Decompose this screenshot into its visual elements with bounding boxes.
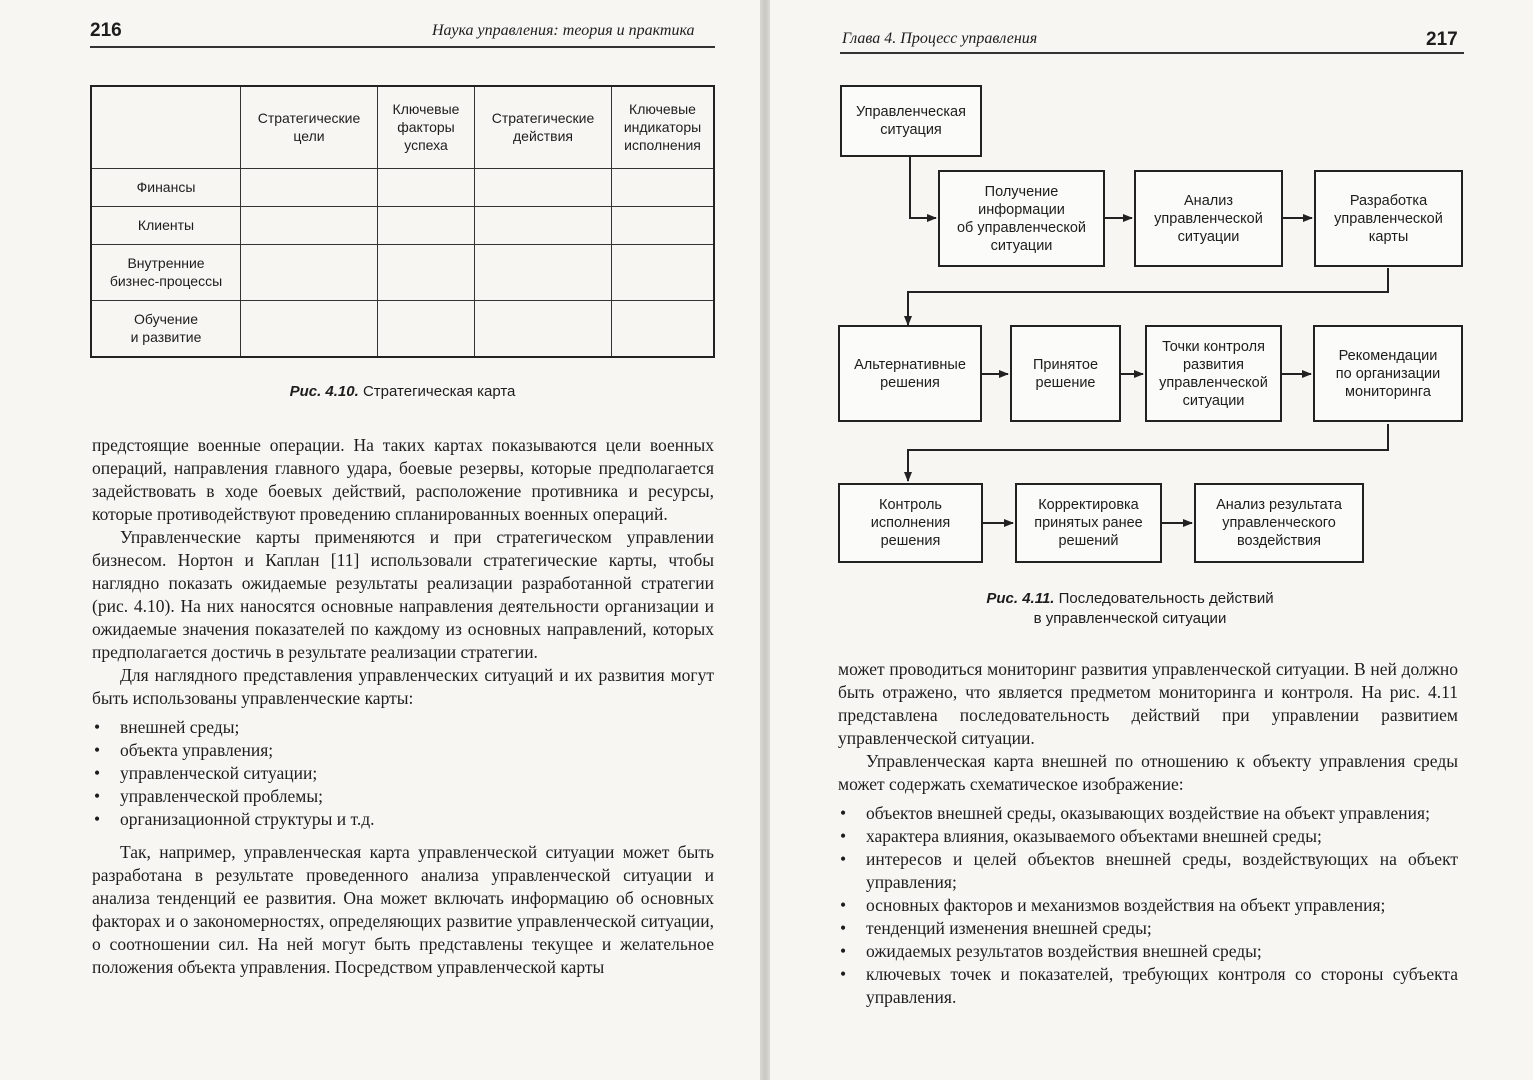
- list-item: • управленческой проблемы;: [92, 785, 714, 808]
- list-item: • организационной структуры и т.д.: [92, 808, 714, 831]
- page-number: 216: [90, 20, 122, 41]
- flowchart-step: Анализ результата управленческого воздействия: [1194, 483, 1364, 563]
- list-item: • внешней среды;: [92, 716, 714, 739]
- figure-caption: [930, 589, 1330, 629]
- table-row: [91, 206, 714, 244]
- list-item: • интересов и целей объектов внешней среды, воздействующих на объект управления;: [838, 848, 1458, 894]
- figure-label: Рис. 4.11.: [986, 590, 1055, 607]
- list-item: • объектов внешней среды, оказывающих воздействие на объект управления;: [838, 802, 1458, 825]
- bullet-list: [838, 802, 1458, 1009]
- running-head: Наука управления: теория и практика: [432, 22, 695, 39]
- table-row-label: Финансы: [91, 168, 241, 206]
- figure-label: Рис. 4.10.: [289, 383, 359, 400]
- page-number: 217: [1426, 29, 1458, 50]
- connector-arrow: [908, 268, 1388, 325]
- paragraph: Так, например, управленческая карта управленческой ситуации может быть разработана в результате проведенного анализа управленческой ситуации и анализа тенденций ее развития. Она может включать информацию об основных факторах и о закономерностях, определяющих развитие управленческой ситуации, о соотношении сил. На ней могут быть представлены текущее и желательное положения объекта управления. Посредством управленческой карты: [92, 842, 714, 977]
- flowchart-step: Корректировка принятых ранее решений: [1015, 483, 1162, 563]
- right-page: [770, 0, 1533, 1080]
- table-row-label: Внутренние бизнес-процессы: [91, 244, 241, 300]
- flowchart-step: Разработка управленческой карты: [1314, 170, 1463, 267]
- list-item: • управленческой ситуации;: [92, 762, 714, 785]
- body-text: [838, 658, 1458, 1009]
- flowchart-step: Принятое решение: [1010, 325, 1121, 422]
- flowchart-step: Альтернативные решения: [838, 325, 982, 422]
- table-header-cell: Ключевые индикаторы исполнения: [612, 86, 715, 168]
- connector-arrow: [910, 157, 936, 218]
- figure-title: Последовательность действий: [1058, 590, 1274, 607]
- strategy-map-table: [90, 85, 715, 358]
- list-item: • тенденций изменения внешней среды;: [838, 917, 1458, 940]
- table-row: [91, 168, 714, 206]
- list-item: • основных факторов и механизмов воздействия на объект управления;: [838, 894, 1458, 917]
- paragraph: предстоящие военные операции. На таких картах показываются цели военных операций, направления главного удара, боевые резервы, которые предполагается задействовать в ходе боевых действий, расположение противника и ресурсы, которые противодействуют проведению спланированных военных операций.: [92, 435, 714, 524]
- running-head: Глава 4. Процесс управления: [842, 30, 1038, 47]
- body-text: [92, 434, 714, 979]
- figure-title: Стратегическая карта: [362, 383, 516, 400]
- figure-caption: [90, 383, 715, 400]
- paragraph: Управленческая карта внешней по отношению к объекту управления среды может содержать схематическое изображение:: [838, 751, 1458, 794]
- list-item: • ожидаемых результатов воздействия внешней среды;: [838, 940, 1458, 963]
- list-item: • ключевых точек и показателей, требующих контроля со стороны субъекта управления.: [838, 963, 1458, 1009]
- book-gutter: [760, 0, 770, 1080]
- paragraph: Управленческие карты применяются и при стратегическом управлении бизнесом. Нортон и Каплан [11] использовали стратегические карты, чтобы наглядно показать ожидаемые результаты реализации разработанной стратегии (рис. 4.10). На них наносятся основные направления деятельности организации и ожидаемые значения показателей по каждому из основных направлений, которых предполагается достичь в результате реализации стратегии.: [92, 527, 714, 662]
- bullet-list: [92, 716, 714, 831]
- paragraph: Для наглядного представления управленческих ситуаций и их развития могут быть использованы управленческие карты:: [92, 665, 714, 708]
- figure-title: в управленческой ситуации: [1033, 610, 1227, 627]
- paragraph: может проводиться мониторинг развития управленческой ситуации. В ней должно быть отражено, что является предметом мониторинга и контроля. На рис. 4.11 представлена последовательность действий при управлении развитием управленческой ситуации.: [838, 659, 1458, 748]
- table-header-cell: Стратегические цели: [241, 86, 378, 168]
- table-header-cell: Ключевые факторы успеха: [378, 86, 475, 168]
- table-row-label: Обучение и развитие: [91, 300, 241, 357]
- flowchart-step: Управленческая ситуация: [840, 85, 982, 157]
- flowchart-step: Контроль исполнения решения: [838, 483, 983, 563]
- table-row: [91, 300, 714, 357]
- table-row-label: Клиенты: [91, 206, 241, 244]
- table-row: [91, 244, 714, 300]
- left-page: [0, 0, 760, 1080]
- list-item: • характера влияния, оказываемого объектами внешней среды;: [838, 825, 1458, 848]
- flowchart-step: Получение информации об управленческой ситуации: [938, 170, 1105, 267]
- header-rule: [90, 46, 715, 48]
- table-header-cell: Стратегические действия: [475, 86, 612, 168]
- flowchart-step: Анализ управленческой ситуации: [1134, 170, 1283, 267]
- list-item: • объекта управления;: [92, 739, 714, 762]
- flowchart-step: Рекомендации по организации мониторинга: [1313, 325, 1463, 422]
- connector-arrow: [908, 424, 1388, 481]
- flowchart-step: Точки контроля развития управленческой ситуации: [1145, 325, 1282, 422]
- table-corner-cell: [91, 86, 241, 168]
